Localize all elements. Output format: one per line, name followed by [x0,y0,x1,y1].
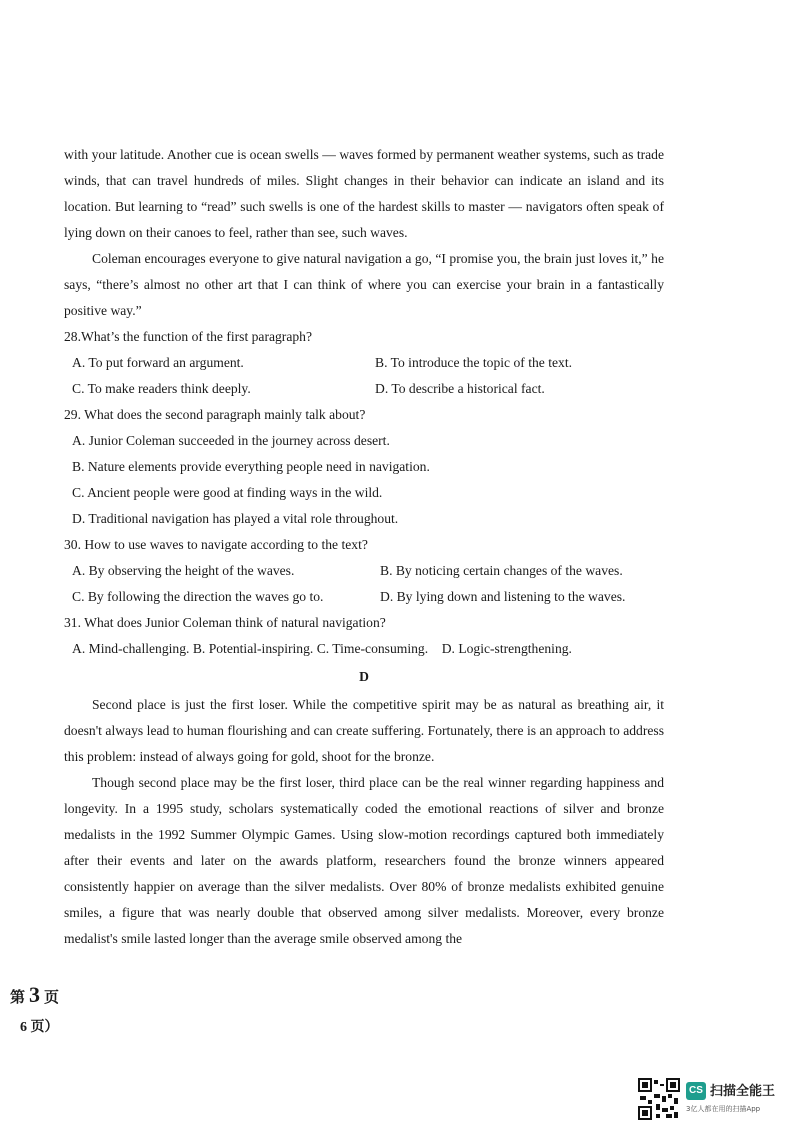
option-c: C. Ancient people were good at finding ways in the wild. [72,485,383,500]
page-number [10,982,59,1008]
option-a: A. Junior Coleman succeeded in the journey across desert. [72,433,390,448]
option-d: D. Logic-strengthening. [441,641,572,656]
option-b: B. Nature elements provide everything people need in navigation. [72,459,430,474]
option-d: D. To describe a historical fact. [375,381,545,396]
option-a: A. Mind-challenging. [72,641,190,656]
question-stem: 30. How to use waves to navigate according to the text? [64,537,368,552]
option-c: C. Time-consuming. [316,641,429,656]
option-d: D. Traditional navigation has played a vital role throughout. [72,511,399,526]
question-stem: 31. What does Junior Coleman think of natural navigation? [64,615,386,630]
passage-paragraph: Second place is just the first loser. While the competitive spirit may be as natural as breathing air, it doesn't always lead to human flourishing and can create suffering. Fortunately, there is an approach to address this problem: instead of always going for gold, shoot for the bronze. [64,697,664,764]
option-a: A. To put forward an argument. [72,355,244,370]
section-title: D [359,669,369,684]
question-stem: 29. What does the second paragraph mainly talk about? [64,407,366,422]
option-b: B. By noticing certain changes of the waves. [380,563,623,578]
option-d: D. By lying down and listening to the waves. [380,589,626,604]
camscanner-logo-icon: CS [686,1082,706,1100]
page-content [64,142,664,952]
page-suffix: 页 [44,990,60,1006]
passage-paragraph: Though second place may be the first loser, third place can be the real winner regarding happiness and longevity. In a 1995 study, scholars systematically coded the emotional reactions of silver and bronze medalists in the 1992 Summer Olympic Games. Using slow-motion recordings captured both immediately after their events and later on the awards platform, researchers found the bronze winners appeared consistently happier on average than the silver medalists. Over 80% of bronze medalists exhibited genuine smiles, a figure that was nearly double that observed among silver medalists. Moreover, every bronze medalist's smile lasted longer than the average smile observed among the [64,775,664,946]
passage-paragraph: with your latitude. Another cue is ocean swells — waves formed by permanent weather systems, such as trade winds, that can travel hundreds of miles. Slight changes in their behavior can indicate an island and its location. But learning to “read” such swells is one of the hardest skills to master — navigators often speak of lying down on their canoes to feel, rather than see, such waves. [64,147,664,240]
scanner-watermark [638,1078,788,1122]
option-b: B. To introduce the topic of the text. [375,355,572,370]
passage-paragraph: Coleman encourages everyone to give natural navigation a go, “I promise you, the brain just loves it,” he says, “there’s almost no other art that I can think of where you can exercise your brain in a fantastically positive way.” [64,251,664,318]
option-a: A. By observing the height of the waves. [72,563,295,578]
app-name: 扫描全能王 [710,1084,776,1099]
option-b: B. Potential-inspiring. [192,641,314,656]
option-c: C. By following the direction the waves go to. [72,589,324,604]
question-29 [64,402,664,532]
page-number-value: 3 [29,982,41,1007]
question-31 [64,610,664,662]
page-prefix: 第 [10,990,26,1006]
question-30 [64,532,664,610]
app-tagline: 3亿人都在用的扫描App [686,1105,761,1113]
page-total: 6 页） [20,1020,59,1035]
question-28 [64,324,664,402]
qr-code-icon [638,1078,680,1120]
question-stem: 28.What’s the function of the first paragraph? [64,329,312,344]
option-c: C. To make readers think deeply. [72,381,251,396]
